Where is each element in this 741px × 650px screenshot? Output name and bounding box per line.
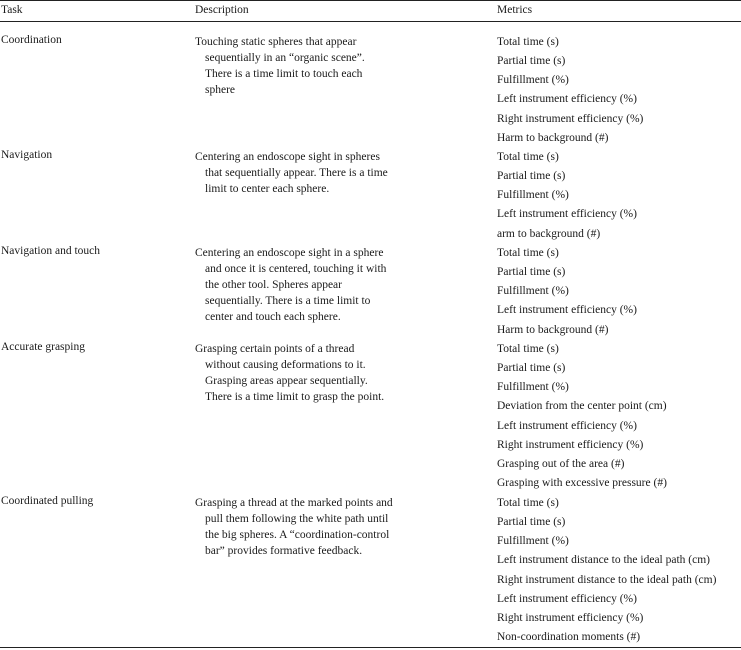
metric-item: Fulfillment (%) [497,189,569,202]
table-bottom-rule [0,647,741,648]
metric-item: Right instrument efficiency (%) [497,112,644,125]
metric-item: Left instrument efficiency (%) [497,208,637,221]
task-cell: Navigation and touch [1,245,101,257]
description-line: There is a time limit to grasp the point. [205,391,385,403]
metric-item: Partial time (s) [497,362,566,375]
description-line: bar” provides formative feedback. [205,545,363,557]
description-line: There is a time limit to touch each [205,68,363,80]
description-line: center and touch each sphere. [205,311,341,323]
description-line: Centering an endoscope sight in spheres [195,151,380,163]
task-cell: Coordination [1,34,62,46]
header-description: Description [195,4,249,16]
metrics-cell [497,495,716,648]
metric-item: Fulfillment (%) [497,74,569,87]
metric-item: Total time (s) [497,36,559,48]
description-line: Touching static spheres that appear [195,36,357,48]
description-cell [195,245,417,325]
metric-item: Deviation from the center point (cm) [497,400,667,413]
description-line: sequentially. There is a time limit to [205,295,371,307]
task-cell: Navigation [1,149,53,161]
metric-item: Fulfillment (%) [497,535,569,548]
header-task: Task [1,4,23,16]
description-cell [195,34,417,98]
description-line: sequentially in an “organic scene”. [205,52,365,64]
metric-item: Non-coordination moments (#) [497,630,641,643]
metrics-cell [497,34,643,149]
metric-item: Grasping out of the area (#) [497,457,625,470]
metric-item: Fulfillment (%) [497,285,569,298]
metric-item: Total time (s) [497,343,559,355]
metric-item: Harm to background (#) [497,323,609,336]
task-cell: Coordinated pulling [1,495,94,507]
description-cell [195,149,417,197]
metric-item: Total time (s) [497,151,559,163]
description-line: sphere [205,84,236,96]
description-line: without causing deformations to it. [205,359,366,371]
metric-item: Harm to background (#) [497,131,609,144]
description-line: the other tool. Spheres appear [205,279,342,291]
description-line: the big spheres. A “coordination-control [205,529,390,541]
metric-item: Left instrument efficiency (%) [497,93,637,106]
metric-item: Partial time (s) [497,55,566,68]
metric-item: Partial time (s) [497,266,566,279]
table-header-rule [0,21,741,22]
metric-item: Left instrument efficiency (%) [497,592,637,605]
header-metrics: Metrics [497,4,533,16]
metrics-cell [497,245,637,341]
table-top-rule [0,0,741,1]
metric-item: Grasping with excessive pressure (#) [497,476,667,489]
metric-item: Left instrument efficiency (%) [497,419,637,432]
description-cell [195,341,417,405]
metric-item: Right instrument distance to the ideal path (cm) [497,573,717,586]
description-line: pull them following the white path until [205,513,389,525]
description-cell [195,495,417,559]
description-line: and once it is centered, touching it with [205,263,387,275]
description-line: Grasping areas appear sequentially. [205,375,368,387]
metric-item: Right instrument efficiency (%) [497,438,644,451]
metrics-cell [497,149,637,245]
metric-item: Left instrument efficiency (%) [497,304,637,317]
description-line: that sequentially appear. There is a time [205,167,388,179]
description-line: Centering an endoscope sight in a sphere [195,247,384,259]
metric-item: Partial time (s) [497,170,566,183]
metric-item: Right instrument efficiency (%) [497,611,644,624]
description-line: Grasping a thread at the marked points and [195,497,393,509]
metric-item: Fulfillment (%) [497,381,569,394]
description-line: Grasping certain points of a thread [195,343,355,355]
metric-item: Total time (s) [497,497,559,509]
task-cell: Accurate grasping [1,341,85,353]
metric-item: Total time (s) [497,247,559,259]
description-line: limit to center each sphere. [205,183,330,195]
metric-item: Partial time (s) [497,516,566,529]
metrics-cell [497,341,667,494]
metric-item: Left instrument distance to the ideal path (cm) [497,554,710,567]
metric-item: arm to background (#) [497,227,601,240]
